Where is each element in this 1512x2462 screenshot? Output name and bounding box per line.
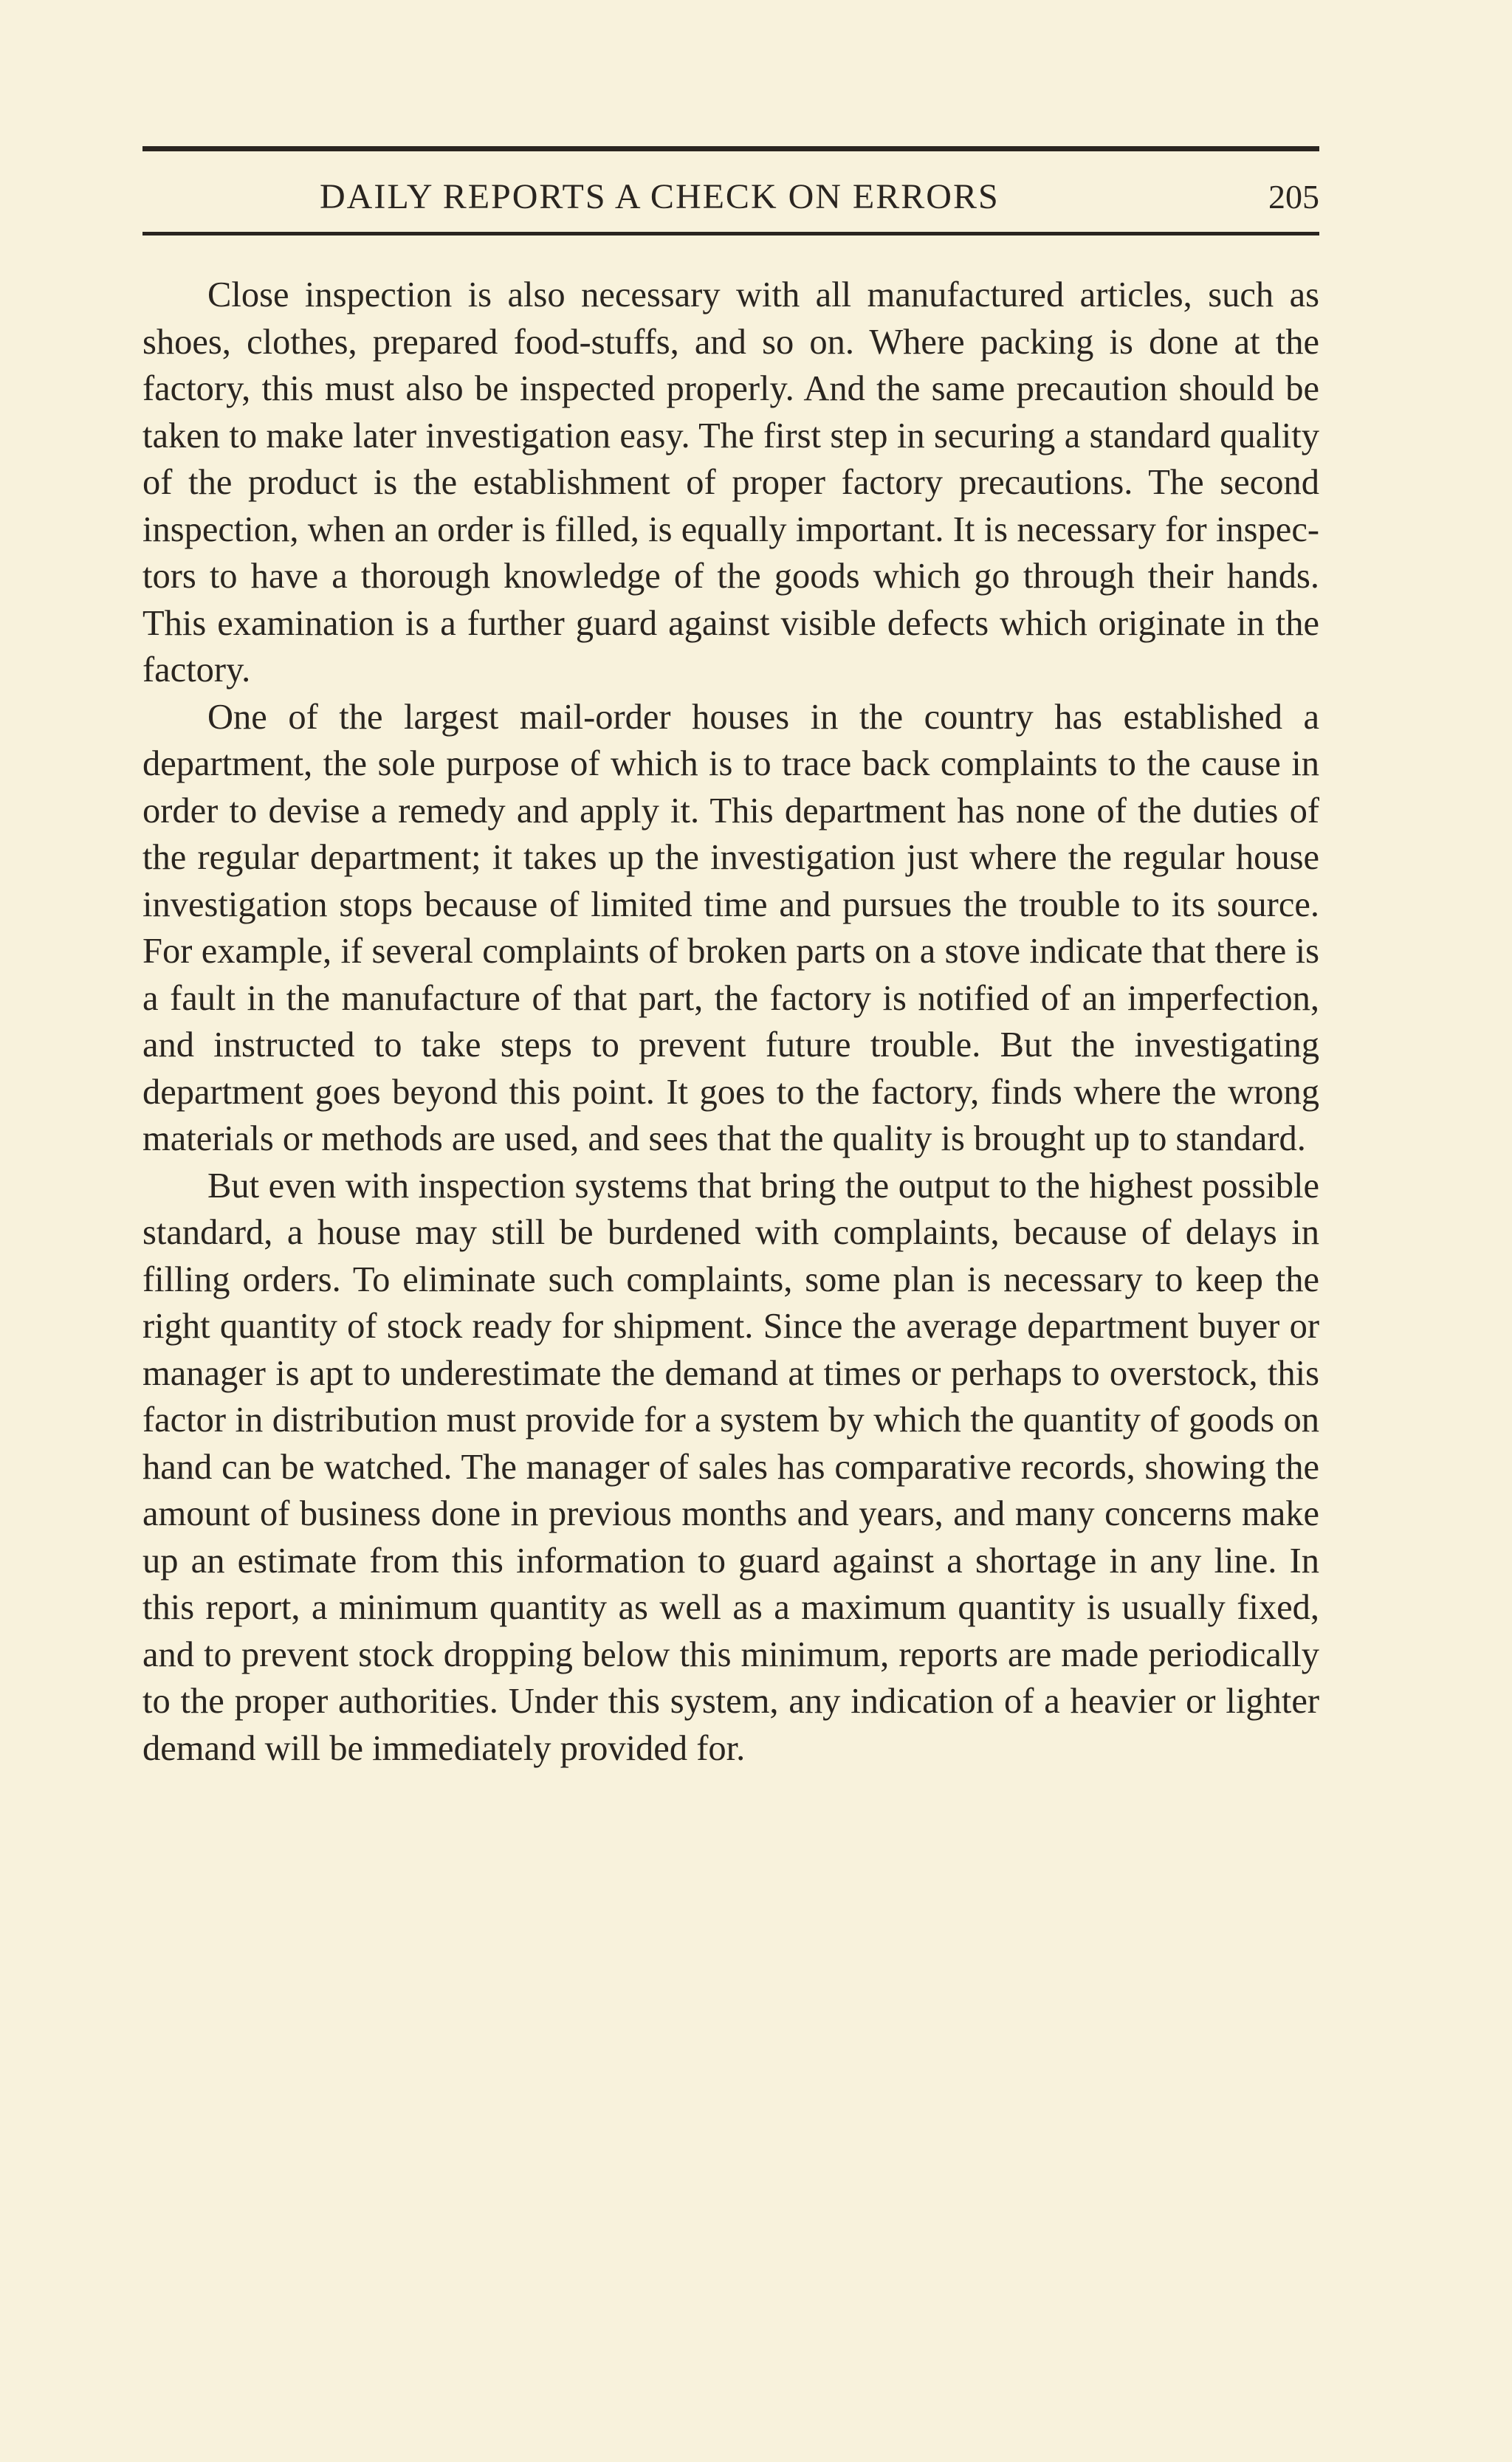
page-number: 205 <box>1268 178 1319 216</box>
paragraph: But even with inspection systems that bring the output to the highest possible standard, a house may still be burdened with complaints, because of delays in filling orders. To eliminate such complaints, some plan is necessary to keep the right quantity of stock ready for shipment. Since the average department buyer or manager is apt to underestimate the demand at times or perhaps to overstock, this factor in distribution must provide for a system by which the quantity of goods on hand can be watched. The manager of sales has comparative records, showing the amount of business done in previous months and years, and many concerns make up an estimate from this information to guard against a shortage in any line. In this report, a minimum quantity as well as a maximum quantity is usually fixed, and to prevent stock dropping below this minimum, reports are made periodically to the proper authorities. Under this system, any indication of a heavier or lighter demand will be immediately provided for. <box>142 1166 1319 1768</box>
header-bottom-rule <box>142 232 1319 235</box>
paragraph: Close inspection is also necessary with all manufactured articles, such as shoes, clothes, prepared food-stuffs, and so on. Where packing is done at the factory, this must also be inspected properly. And the same precaution should be taken to make later investigation easy. The first step in securing a standard quality of the product is the establishment of proper factory precautions. The second inspection, when an order is filled, is equally important. It is necessary for inspectors to have a thorough knowledge of the goods which go through their hands. This examination is a further guard against visible defects which originate in the factory. <box>142 275 1319 690</box>
running-title: DAILY REPORTS A CHECK ON ERRORS <box>320 177 1000 216</box>
running-head <box>142 171 1319 223</box>
body-text <box>142 272 1319 1772</box>
header-top-rule <box>142 146 1319 151</box>
paragraph: One of the largest mail-order houses in the country has established a department, the sole purpose of which is to trace back complaints to the cause in order to devise a remedy and apply it. This department has none of the duties of the regular department; it takes up the investigation just where the regular house investigation stops because of limited time and pursues the trouble to its source. For example, if several complaints of broken parts on a stove indicate that there is a fault in the manufacture of that part, the factory is notified of an imperfection, and instructed to take steps to prevent future trouble. But the investigating department goes beyond this point. It goes to the factory, finds where the wrong materials or methods are used, and sees that the quality is brought up to standard. <box>142 697 1319 1158</box>
